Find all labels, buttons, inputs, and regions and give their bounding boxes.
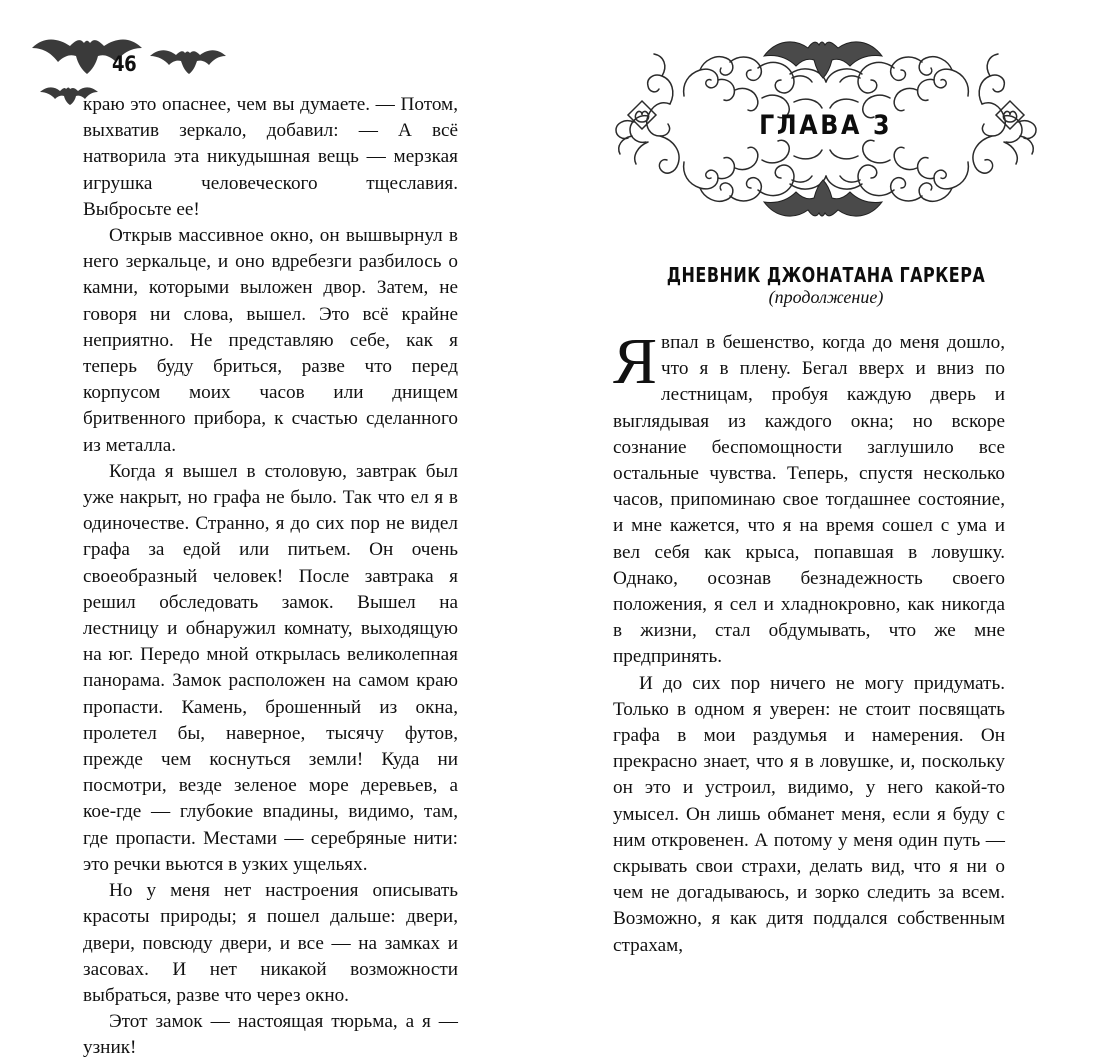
paragraph: краю это опаснее, чем вы думаете. — Потом, выхватив зеркало, добавил: — А всё натворила эта никудышная вещь — мерзкая игрушка человеческого тщеславия. Выбросьте ее! (83, 94, 458, 220)
right-column-text (613, 325, 1005, 959)
right-page (550, 0, 1100, 956)
page-number: 46 (112, 52, 137, 76)
paragraph: Открыв массивное окно, он вышвырнул в него зеркальце, и оно вдребезги разбилось о камни, которыми выложен двор. Затем, не говоря ни слова, вышел. Это всё крайне неприятно. Не представляю себе, как я теперь буду бриться, разве что перед корпусом моих часов или днищем бритвенного прибора, к счастью сделанного из металла. (83, 225, 458, 456)
section-subheading: (продолжение) (768, 287, 884, 307)
bat-icon (764, 180, 882, 216)
chapter-title (612, 110, 1040, 141)
paragraph: Когда я вышел в столовую, завтрак был уже накрыт, но графа не было. Так что ел я в одиночестве. Странно, я до сих пор не видел графа за едой или питьем. Он очень своеобразный человек! После завтрака я решил обследовать замок. Вышел на лестницу и обнаружил комнату, выходящую на юг. Передо мной открылась великолепная панорама. Замок расположен на самом краю пропасти. Камень, брошенный из окна, пролетел бы, наверное, тысячу футов, прежде чем коснуться земли! Куда ни посмотри, везде зеленое море деревьев, а кое-где — глубокие впадины, видимо, там, где пропасти. Местами — серебряные нити: это речки вьются в узких ущельях. (83, 460, 458, 875)
left-column-text (83, 92, 458, 1062)
section-heading-text: ДНЕВНИК ДЖОНАТАНА ГАРКЕРА (666, 263, 986, 287)
left-page (0, 0, 550, 1059)
paragraph (613, 325, 1005, 671)
bat-icon (764, 42, 882, 78)
paragraph-text: впал в бешенство, когда до меня дошло, что я в плену. Бегал вверх и вниз по лестницам, пробуя каждую дверь и выглядывая из каждого окна; но вскоре сознание беспомощности заглушило все остальные чувства. Теперь, спустя несколько часов, припоминаю свое тогдашнее состояние, и мне кажется, что я на время сошел с ума и вел себя как крыса, попавшая в ловушку. Однако, осознав безнадежность своего положения, я сел и хладнокровно, как никогда в жизни, стал обдумывать, что же мне предпринять. (613, 332, 1005, 668)
section-heading (605, 263, 1047, 287)
ornamental-oval-frame (612, 18, 1040, 240)
paragraph: Этот замок — настоящая тюрьма, а я — узник! (83, 1011, 458, 1059)
paragraph: Но у меня нет настроения описывать красоты природы; я пошел дальше: двери, двери, повсюду двери, и все — на замках и засовах. И нет никакой возможности выбраться, разве что через окно. (83, 880, 458, 1006)
drop-cap: Я (613, 325, 658, 398)
paragraph: И до сих пор ничего не могу придумать. Только в одном я уверен: не стоит посвящать графа в мои раздумья и намерения. Он прекрасно знает, что я в ловушке, и, поскольку он это и устроил, видимо, у него какой-то умысел. Он лишь обманет меня, если я буду с ним откровенен. А потому у меня один путь — скрывать свои страхи, делать вид, что я ни о чем не догадываюсь, и зорко следить за всем. Возможно, я как дитя поддался собственным страхам, (613, 672, 1005, 956)
chapter-title-text: ГЛАВА 3 (759, 110, 893, 141)
